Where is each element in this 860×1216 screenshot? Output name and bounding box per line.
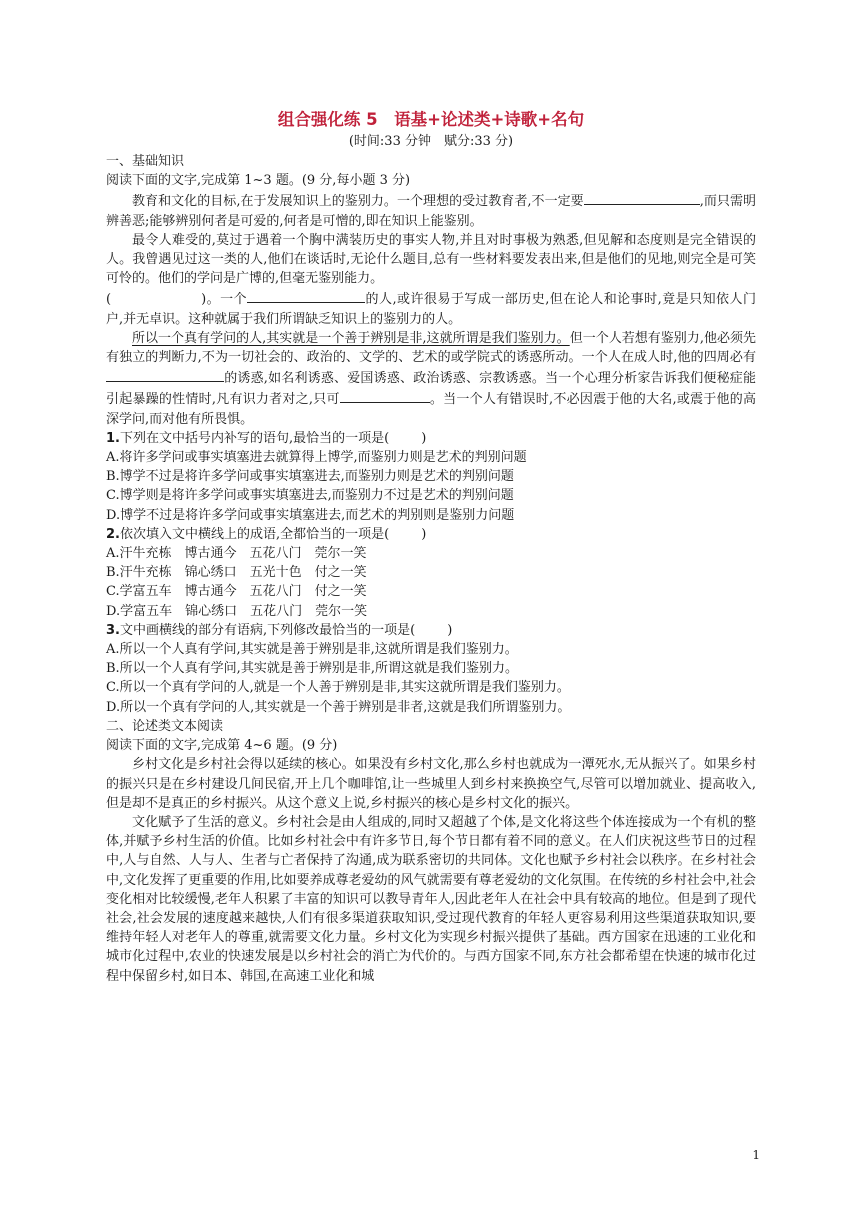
answer-option: B.所以一个人真有学问,其实就是善于辨别是非,所谓这就是我们鉴别力。 xyxy=(106,661,518,677)
fill-blank xyxy=(340,388,430,403)
fill-blank xyxy=(106,367,224,382)
question-stem: 2.依次填入文中横线上的成语,全都恰当的一项是( ) xyxy=(106,526,427,542)
answer-option: D.学富五车 锦心绣口 五花八门 莞尔一笑 xyxy=(106,603,368,619)
answer-option: A.所以一个人真有学问,其实就是善于辨别是非,这就所谓是我们鉴别力。 xyxy=(106,642,518,658)
section-instruction: 阅读下面的文字,完成第 4~6 题。(9 分) xyxy=(106,738,338,754)
page-number: 1 xyxy=(752,1148,760,1162)
question xyxy=(106,621,756,717)
section-heading: 一、基础知识 xyxy=(106,154,185,169)
fill-blank xyxy=(247,288,365,303)
question xyxy=(106,429,756,525)
answer-option: B.博学不过是将许多学问或事实填塞进去,而鉴别力则是艺术的判别问题 xyxy=(106,469,514,485)
answer-option: C.学富五车 博古通今 五花八门 付之一笑 xyxy=(106,584,367,600)
fill-blank xyxy=(584,190,700,205)
document-page xyxy=(106,108,756,986)
page-title: 组合强化练 5 语基+论述类+诗歌+名句 xyxy=(277,110,585,129)
passage-paragraph: 教育和文化的目标,在于发展知识上的鉴别力。一个理想的受过教育者,不一定要 ,而只需明辨善恶;能够辨别何者是可爱的,何者是可憎的,即在知识上能鉴别。 xyxy=(106,190,756,230)
passage-paragraph: 文化赋予了生活的意义。乡村社会是由人组成的,同时又超越了个体,是文化将这些个体连接成为一个有机的整体,并赋予乡村生活的价值。比如乡村社会中有许多节日,每个节日都有着不同的意义。在人们庆祝这些节日的过程中,人与自然、人与人、生者与亡者保持了沟通,成为联系密切的共同体。文化也赋予乡村社会以秩序。在乡村社会中,文化发挥了更重要的作用,比如要养成尊老爱幼的风气就需要有尊老爱幼的文化氛围。在传统的乡村社会中,社会变化相对比较缓慢,老年人积累了丰富的知识可以教导青年人,因此老年人在社会中具有较高的地位。但是到了现代社会,社会发展的速度越来越快,人们有很多渠道获取知识,受过现代教育的年轻人更容易利用这些渠道获取知识,要维持年轻人对老年人的尊重,就需要文化力量。乡村文化为实现乡村振兴提供了基础。西方国家在迅速的工业化和城市化过程中,农业的快速发展是以乡村社会的消亡为代价的。与西方国家不同,东方社会都希望在快速的城市化过程中保留乡村,如日本、韩国,在高速工业化和城 xyxy=(106,814,756,984)
passage-paragraph: 所以一个真有学问的人,其实就是一个善于辨别是非,这就所谓是我们鉴别力。但一个人若想有鉴别力,他必须先有独立的判断力,不为一切社会的、政治的、文学的、艺术的或学院式的诱惑所动。一个人在成人时,他的四周必有的诱惑,如名利诱惑、爱国诱惑、政治诱惑、宗教诱惑。当一个心理分析家告诉我们便秘症能引起暴躁的性情时,凡有识力者对之,只可 。当一个人有错误时,不必因震于他的大名,或震于他的高深学问,而对他有所畏惧。 xyxy=(106,330,757,427)
answer-option: D.博学不过是将许多学问或事实填塞进去,而艺术的判别则是鉴别力问题 xyxy=(106,507,515,523)
answer-option: A.将许多学问或事实填塞进去就算得上博学,而鉴别力则是艺术的判别问题 xyxy=(106,450,527,466)
page-subtitle: (时间:33 分钟 赋分:33 分) xyxy=(348,134,514,149)
answer-option: B.汗牛充栋 锦心绣口 五光十色 付之一笑 xyxy=(106,565,367,581)
passage-paragraph: 乡村文化是乡村社会得以延续的核心。如果没有乡村文化,那么乡村也就成为一潭死水,无从振兴了。如果乡村的振兴只是在乡村建设几间民宿,开上几个咖啡馆,让一些城里人到乡村来换换空气,尽管可以增加就业、提高收入,但是却不是真正的乡村振兴。从这个意义上说,乡村振兴的核心是乡村文化的振兴。 xyxy=(106,757,756,811)
question-stem: 1.下列在文中括号内补写的语句,最恰当的一项是( ) xyxy=(106,430,427,446)
underlined-sentence: 所以一个真有学问的人,其实就是一个善于辨别是非,这就所谓是我们鉴别力。 xyxy=(132,330,570,346)
answer-option: A.汗牛充栋 博古通今 五花八门 莞尔一笑 xyxy=(106,546,367,562)
section-instruction: 阅读下面的文字,完成第 1~3 题。(9 分,每小题 3 分) xyxy=(106,173,411,189)
answer-option: D.所以一个真有学问的人,其实就是一个善于辨别是非者,这就是我们所谓鉴别力。 xyxy=(106,699,571,715)
question xyxy=(106,525,756,621)
passage-paragraph: 最令人难受的,莫过于遇着一个胸中满装历史的事实人物,并且对时事极为熟悉,但见解和态度则是完全错误的人。我曾遇见过这一类的人,他们在谈话时,无论什么题目,总有一些材料要发表出来,但是他们的见地,则完全是可笑可怜的。他们的学问是广博的,但毫无鉴别能力。 xyxy=(106,232,756,287)
section-heading: 二、论述类文本阅读 xyxy=(106,718,224,734)
question-stem: 3.文中画横线的部分有语病,下列修改最恰当的一项是( ) xyxy=(106,622,453,638)
answer-option: C.博学则是将许多学问或事实填塞进去,而鉴别力不过是艺术的判别问题 xyxy=(106,488,514,504)
answer-option: C.所以一个真有学问的人,就是一个人善于辨别是非,其实这就所谓是我们鉴别力。 xyxy=(106,680,570,696)
passage-paragraph: ( )。一个 的人,或许很易于写成一部历史,但在论人和论事时,竟是只知依人门户,并无卓识。这种就属于我们所谓缺乏知识上的鉴别力的人。 xyxy=(106,288,756,328)
